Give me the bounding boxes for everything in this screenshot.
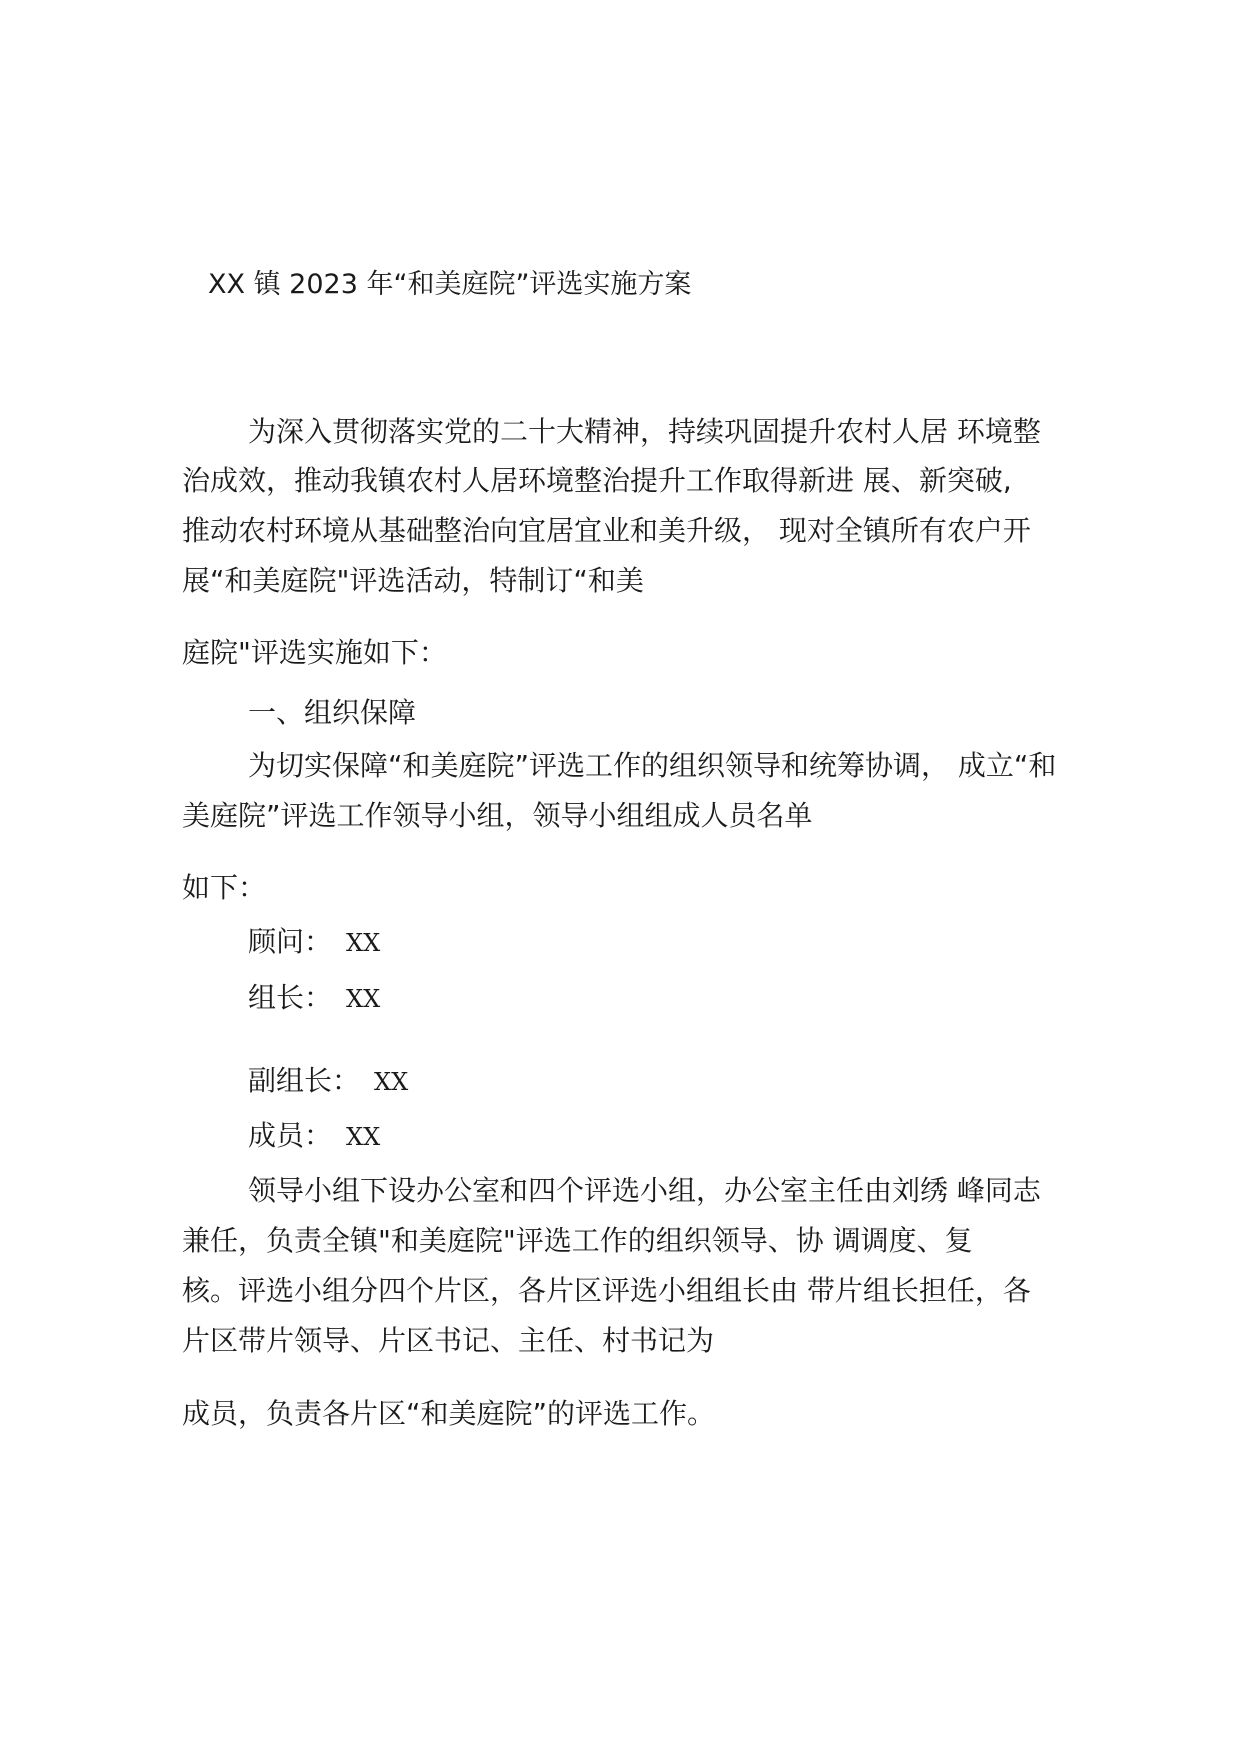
intro-line-5: 庭院"评选实施如下： bbox=[182, 636, 447, 669]
section-heading-organization: 一、组织保障 bbox=[248, 696, 417, 729]
member-row-leader bbox=[248, 978, 380, 1019]
document-title: XX 镇 2023 年“和美庭院”评选实施方案 bbox=[208, 269, 692, 300]
member-row-members bbox=[248, 1116, 380, 1157]
office-line-4: 片区带片领导、片区书记、主任、村书记为 bbox=[182, 1324, 715, 1357]
section1-line-1: 为切实保障“和美庭院”评选工作的组织领导和统筹协调， 成立“和 bbox=[248, 749, 1057, 782]
member-role: 副组长： bbox=[248, 1064, 361, 1097]
section1-line-2: 美庭院”评选工作领导小组，领导小组组成人员名单 bbox=[182, 799, 813, 832]
member-role: 组长： bbox=[248, 981, 333, 1014]
intro-line-4: 展“和美庭院"评选活动，特制订“和美 bbox=[182, 564, 644, 597]
member-name: XX bbox=[346, 1123, 381, 1151]
member-row-deputy-leader bbox=[248, 1061, 408, 1102]
member-name: XX bbox=[346, 985, 381, 1013]
office-line-5: 成员，负责各片区“和美庭院”的评选工作。 bbox=[182, 1397, 716, 1430]
member-name: XX bbox=[346, 929, 381, 957]
office-line-2: 兼任，负责全镇"和美庭院"评选工作的组织领导、协 调调度、复 bbox=[182, 1224, 973, 1257]
intro-line-2: 治成效，推动我镇农村人居环境整治提升工作取得新进 展、新突破, bbox=[182, 464, 1012, 497]
office-line-1: 领导小组下设办公室和四个评选小组，办公室主任由刘绣 峰同志 bbox=[248, 1174, 1041, 1207]
section1-line-3: 如下： bbox=[182, 871, 267, 904]
member-name: XX bbox=[374, 1068, 409, 1096]
member-role: 成员： bbox=[248, 1119, 333, 1152]
member-role: 顾问： bbox=[248, 925, 333, 958]
intro-line-3: 推动农村环境从基础整治向宜居宜业和美升级， 现对全镇所有农户开 bbox=[182, 514, 1031, 547]
office-line-3: 核。评选小组分四个片区，各片区评选小组组长由 带片组长担任，各 bbox=[182, 1274, 1031, 1307]
member-row-advisor bbox=[248, 922, 380, 963]
intro-line-1: 为深入贯彻落实党的二十大精神，持续巩固提升农村人居 环境整 bbox=[248, 415, 1041, 448]
